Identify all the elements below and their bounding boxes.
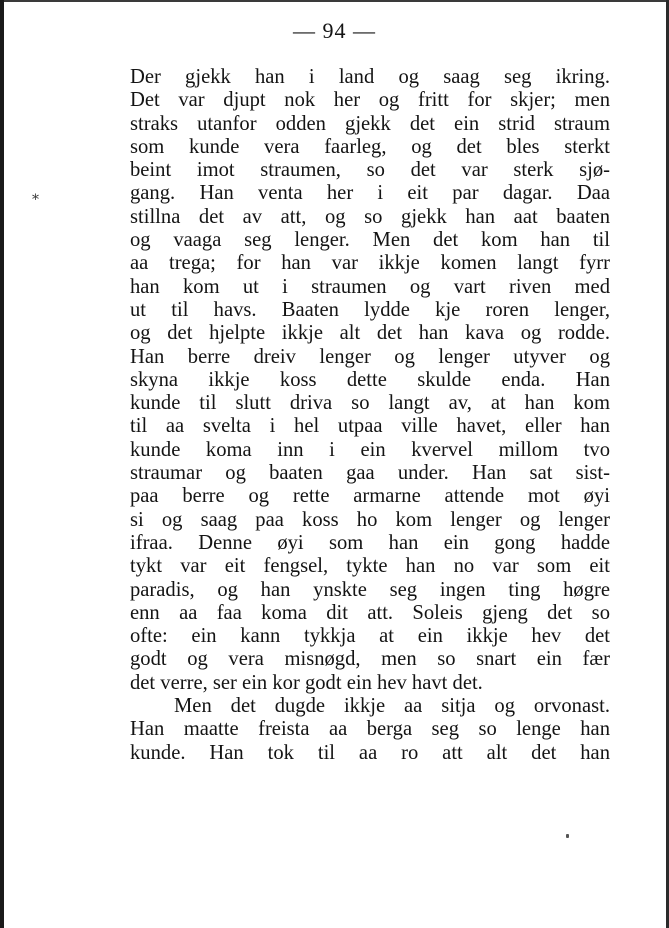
text-line: ut til havs. Baaten lydde kje roren lenger, (130, 298, 610, 321)
page-number: — 94 — (293, 18, 376, 43)
text-line: paradis, og han ynskte seg ingen ting høgre (130, 578, 610, 601)
text-line: aa trega; for han var ikkje komen langt fyrr (130, 252, 610, 275)
text-line: han kom ut i straumen og vart riven med (130, 275, 610, 298)
text-line: Det var djupt nok her og fritt for skjer; men (130, 89, 610, 112)
body-text (130, 66, 610, 765)
text-line: straks utanfor odden gjekk det ein strid straum (130, 112, 610, 135)
text-line: det verre, ser ein kor godt ein hev havt det. (130, 671, 483, 694)
text-line: til aa svelta i hel utpaa ville havet, eller han (130, 415, 610, 438)
text-line: stillna det av att, og so gjekk han aat baaten (130, 205, 610, 228)
text-line: som kunde vera faarleg, og det bles sterkt (130, 135, 610, 158)
text-line: straumar og baaten gaa under. Han sat sist- (130, 462, 610, 485)
text-line: si og saag paa koss ho kom lenger og lenger (130, 508, 610, 531)
text-line: gang. Han venta her i eit par dagar. Daa (130, 182, 610, 205)
text-line: Men det dugde ikkje aa sitja og orvonast. (174, 695, 610, 718)
text-line: paa berre og rette armarne attende mot øyi (130, 485, 610, 508)
text-line: ofte: ein kann tykkja at ein ikkje hev det (130, 625, 610, 648)
text-line: Der gjekk han i land og saag seg ikring. (130, 66, 610, 88)
text-line: Han maatte freista aa berga seg so lenge han (130, 718, 610, 741)
text-line: tykt var eit fengsel, tykte han no var som eit (130, 555, 610, 578)
text-line: Han berre dreiv lenger og lenger utyver og (130, 345, 610, 368)
scan-speck (566, 834, 569, 838)
text-line: skyna ikkje koss dette skulde enda. Han (130, 368, 610, 391)
text-line: godt og vera misnøgd, men so snart ein fær (130, 648, 610, 671)
text-line: beint imot straumen, so det var sterk sjø- (130, 159, 610, 182)
margin-mark: * (32, 192, 39, 208)
text-line: kunde koma inn i ein kvervel millom tvo (130, 438, 610, 461)
text-line: ifraa. Denne øyi som han ein gong hadde (130, 531, 610, 554)
text-line: kunde. Han tok til aa ro att alt det han (130, 741, 610, 764)
text-line: og det hjelpte ikkje alt det han kava og rodde. (130, 322, 610, 345)
text-line: enn aa faa koma dit att. Soleis gjeng det so (130, 601, 610, 624)
text-line: og vaaga seg lenger. Men det kom han til (130, 229, 610, 252)
text-line: kunde til slutt driva so langt av, at han kom (130, 392, 610, 415)
scan-edge-left (0, 0, 4, 928)
scan-edge-top (0, 0, 669, 2)
